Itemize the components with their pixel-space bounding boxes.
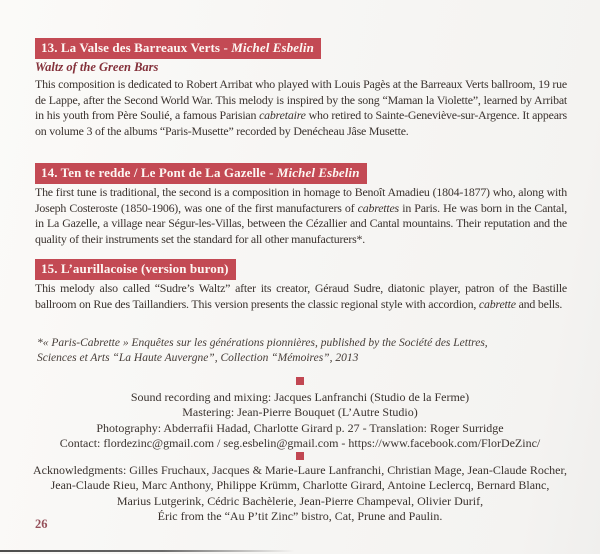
track-14-description: The first tune is traditional, the second is a composition in homage to Benoît Amadieu (1804-1877) who, along with Joseph Costeroste (1850-1906), was one of the first manufacturers of cabrettes in Paris. He was born in the Cantal, in La Gazelle, a village near Ségur-les-Villas, between the Cézallier and Cantal mountains. Their reputation and the quality of their instruments set the standard for all other manufacturers*.	[35, 185, 567, 246]
track-13-section	[35, 38, 321, 59]
track-13-description: This composition is dedicated to Robert Arribat who played with Louis Pagès at the Barreaux Verts ballroom, 19 rue de Lappe, after the Second World War. This melody is inspired by the song “Maman la Violette”, learned by Arribat in his youth from Père Soulié, a famous Parisian cabretaire who retired to Sainte-Geneviève-sur-Argence. It appears on volume 3 of the albums “Paris-Musette” recorded by Denécheau Jâse Musette.	[35, 77, 567, 138]
track-14-header	[35, 163, 367, 184]
track-13-separator: -	[220, 40, 232, 55]
track-14-separator: -	[265, 165, 277, 180]
acknowledgments-line-4: Éric from the “Au P’tit Zinc” bistro, Cat, Prune and Paulin.	[157, 509, 443, 524]
track-13-composer: Michel Esbelin	[231, 40, 314, 55]
acknowledgments-line-3: Marius Lutgerink, Cédric Bachèlerie, Jean-Pierre Champeval, Olivier Durif,	[116, 493, 484, 508]
section-divider-icon	[296, 452, 304, 460]
track-13-header	[35, 38, 321, 59]
track-14-title: 14. Ten te redde / Le Pont de La Gazelle	[41, 165, 266, 180]
page-number: 26	[35, 517, 48, 531]
credit-photography: Photography: Abderrafii Hadad, Charlotte Girard p. 27 - Translation: Roger Surridge	[96, 420, 504, 435]
track-14-section	[35, 163, 367, 184]
footnote	[37, 336, 557, 366]
track-15-section	[35, 259, 236, 280]
credit-recording: Sound recording and mixing: Jacques Lanfranchi (Studio de la Ferme)	[130, 390, 470, 404]
scan-edge-line	[0, 550, 295, 553]
track-15-title: 15. L’aurillacoise (version buron)	[41, 261, 229, 276]
acknowledgments-block	[0, 463, 600, 525]
credit-mastering: Mastering: Jean-Pierre Bouquet (L’Autre Studio)	[182, 405, 418, 420]
credit-contact: Contact: flordezinc@gmail.com / seg.esbelin@gmail.com - https://www.facebook.com/FlorDeZinc/	[59, 436, 541, 451]
footnote-line-1: *« Paris-Cabrette » Enquêtes sur les générations pionnières, published by the Société des Lettres,	[37, 337, 488, 349]
section-divider-icon	[296, 377, 304, 385]
track-13-subtitle: Waltz of the Green Bars	[35, 60, 159, 74]
acknowledgments-line-1: Acknowledgments: Gilles Fruchaux, Jacques & Marie-Laure Lanfranchi, Christian Mage, Jean-Claude Rocher,	[32, 463, 568, 477]
track-13-title: 13. La Valse des Barreaux Verts	[41, 40, 221, 55]
credits-block	[0, 390, 600, 452]
acknowledgments-line-2: Jean-Claude Rieu, Marc Anthony, Philippe Krümm, Charlotte Girard, Antoine Leclercq, Bernard Blanc,	[50, 478, 550, 493]
track-15-header	[35, 259, 236, 280]
footnote-line-2: Sciences et Arts “La Haute Auvergne”, Collection “Mémoires”, 2013	[37, 352, 359, 364]
track-14-composer: Michel Esbelin	[276, 165, 360, 180]
track-15-description: This melody also called “Sudre’s Waltz” after its creator, Géraud Sudre, diatonic player, patron of the Bastille ballroom on Rue des Taillandiers. This version presents the classic regional style with accordion, cabrette and bells.	[35, 281, 567, 311]
